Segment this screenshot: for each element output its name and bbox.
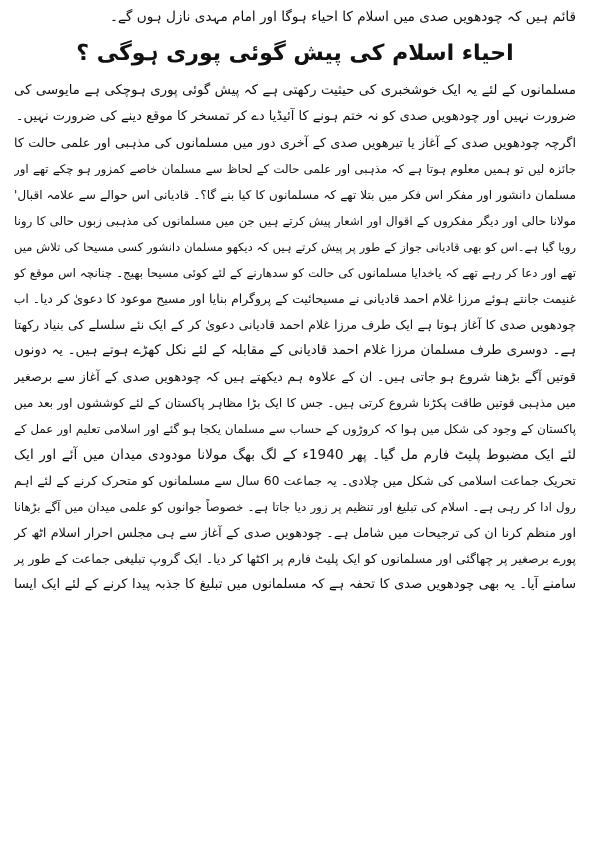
text-line: رویا گیا ہے۔اس کو بھی قادیانی جواز کے طور پر پیش کرتے ہیں کہ دیکھو مسلمان دانشور کسی مسیحا کی تلاش میں [14,240,576,254]
text-line: لئے ایک مضبوط پلیٹ فارم مل گیا۔ پھر 1940ء کے لگ بھگ مولانا مودودی میدان میں آئے اور ایک [14,447,576,463]
text-line: اگرچہ چودھویں صدی کے آغاز یا تیرھویں صدی کے آخری دور میں مسلمانوں کی مذہبی اور علمی حالت کا [14,135,576,150]
text-line: اور منظم کرنا ان کی ترجیحات میں شامل ہے۔ چودھویں صدی کے آغاز سے ہی مجلس احرار اسلام اٹھ کر [14,525,576,540]
text-line: میں مذہبی قوتیں طاقت پکڑنا شروع کرتی ہیں۔ جس کا ایک بڑا مظاہر پاکستان کے لئے کوششوں اور بعد میں [14,396,576,410]
section-heading: احیاء اسلام کی پیش گوئی پوری ہوگی ؟ [76,41,514,66]
text-line: قوتیں آگے بڑھنا شروع ہو جاتی ہیں۔ ان کے علاوہ ہم دیکھتے ہیں کہ چودھویں صدی کے آغاز سے برصغیر [14,369,576,384]
text-line: تھے اور دعا کر رہے تھے کہ یاخدایا مسلمانوں کی حالت کو سدھارنے کے لئے کوئی مسیحا بھیج۔ چنانچہ اس موقع کو [14,266,576,280]
text-line: پورے برصغیر پر چھاگئی اور مسلمانوں کو ایک پلیٹ فارم پر اکٹھا کر دیا۔ ایک گروپ تبلیغی جماعت کے طور پر [14,551,576,566]
text-line: تحریک جماعت اسلامی کی شکل میں چلادی۔ یہ جماعت 60 سال سے مسلمانوں کو متحرک کرنے کے لئے اہم [14,473,576,488]
text-line: چودھویں صدی کا آغاز ہوتا ہے ایک طرف مرزا غلام احمد قادیانی دعویٰ کر کے ایک نئے سلسلے کی بنیاد رکھتا [14,317,576,332]
text-line: غنیمت جانتے ہوئے مرزا غلام احمد قادیانی نے مسیحائیت کے پروگرام بنایا اور مسیح موعود کا دعویٰ کر دیا۔ اب [14,291,576,306]
text-line: سامنے آیا۔ یہ بھی چودھویں صدی کا تحفہ ہے کہ مسلمانوں میں تبلیغ کا جذبہ پیدا کرنے کے لئے ایک ایسا [14,577,576,592]
text-line: ہے۔ دوسری طرف مسلمان مرزا غلام احمد قادیانی کے مقابلہ کے لئے نکل کھڑے ہوتے ہیں۔ یہ دونوں [14,343,576,358]
text-line: مسلمان دانشور اور مفکر اس فکر میں بتلا تھے کہ مسلمانوں کا کیا بنے گا؟۔ قادیانی اس حوالے سے علامہ اقبال' [14,188,576,202]
text-line: پاکستان کے وجود کی شکل میں ہوا کہ کروڑوں کے حساب سے مسلمان یکجا ہو گئے اور اسلامی تعلیم اور عمل کے [14,422,576,436]
intro-line: قائم ہیں کہ چودھویں صدی میں اسلام کا احیاء ہوگا اور امام مہدی نازل ہوں گے۔ [110,9,576,25]
text-line: مسلمانوں کے لئے یہ ایک خوشخبری کی حیثیت رکھتی ہے کہ پیش گوئی پوری ہوچکی ہے مایوسی کی [14,83,576,98]
text-line: ضرورت نہیں اور چودھویں صدی کو نہ ختم ہونے کا آئیڈیا دے کر تمسخر کا موقع دینے کی ضرورت نہیں۔ [15,109,576,124]
text-line: رول ادا کر رہی ہے۔ اسلام کی تبلیغ اور تنظیم پر زور دیا جاتا ہے۔ خصوصاً جوانوں کو علمی میدان میں آگے بڑھانا [14,500,576,514]
text-line: مولانا حالی اور دیگر مفکروں کے اقوال اور اشعار پیش کرتے ہیں جن میں مسلمانوں کی مذہبی زبوں حالی کا رونا [14,214,576,228]
text-line: جائزہ لیں تو ہمیں معلوم ہوتا ہے کہ مذہبی اور علمی حالت کے لحاظ سے مسلمان خاصے کمزور ہو چکے تھے اور [14,162,576,176]
